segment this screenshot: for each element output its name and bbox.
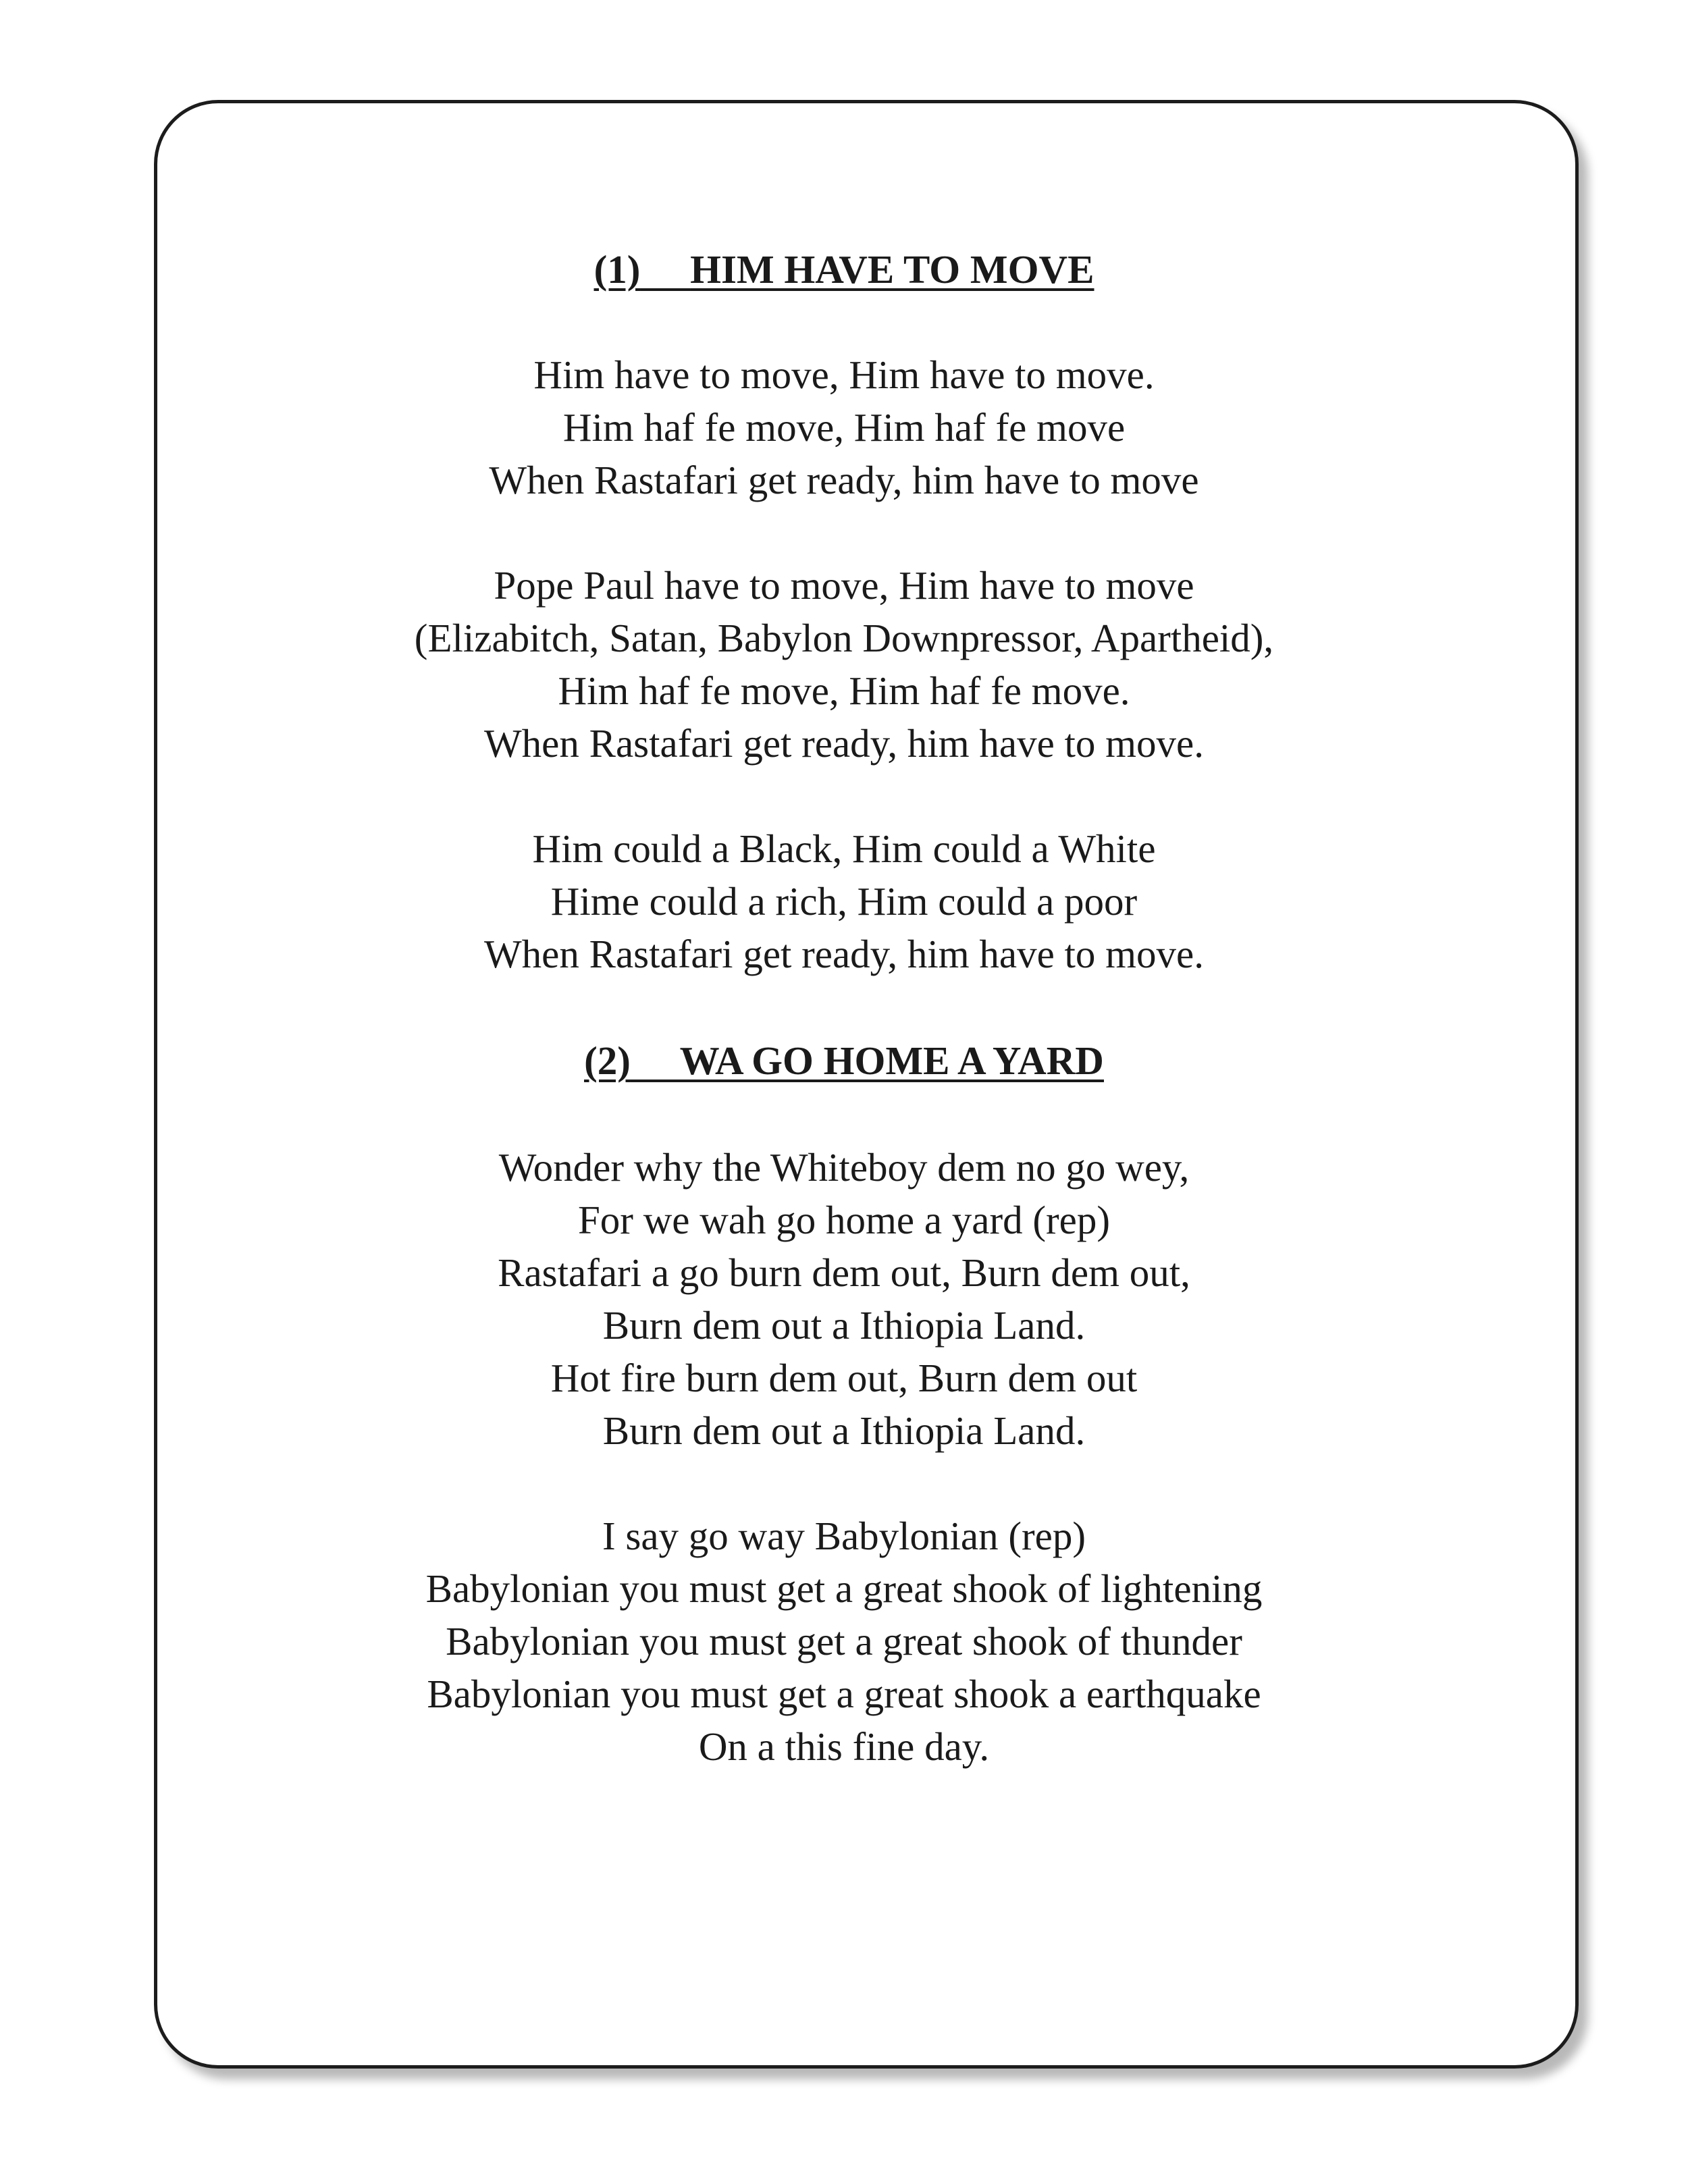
song-2-stanza-1 [0, 1141, 1688, 1457]
lyric-line: Him could a Black, Him could a White [532, 826, 1156, 871]
song-1-title-text: HIM HAVE TO MOVE [690, 247, 1094, 292]
lyric-line: Burn dem out a Ithiopia Land. [602, 1408, 1086, 1453]
lyric-line: (Elizabitch, Satan, Babylon Downpressor, Apartheid), [414, 616, 1274, 660]
lyric-line: I say go way Babylonian (rep) [602, 1514, 1086, 1558]
song-1-stanza-1 [0, 348, 1688, 506]
lyric-line: Wonder why the Whiteboy dem no go wey, [498, 1145, 1190, 1190]
lyric-line: Him have to move, Him have to move. [533, 352, 1155, 397]
lyric-line: When Rastafari get ready, him have to move. [484, 721, 1204, 766]
lyric-line: Pope Paul have to move, Him have to move [494, 563, 1194, 608]
lyric-line: When Rastafari get ready, him have to move. [484, 932, 1204, 976]
lyric-line: On a this fine day. [698, 1724, 990, 1769]
lyric-line: Rastafari a go burn dem out, Burn dem out, [498, 1250, 1190, 1295]
song-2-stanza-2 [0, 1510, 1688, 1773]
song-1-number: (1) [594, 247, 641, 292]
lyric-line: For we wah go home a yard (rep) [577, 1198, 1111, 1242]
lyric-line: Hime could a rich, Him could a poor [550, 879, 1138, 924]
lyric-line: Him haf fe move, Him haf fe move. [558, 668, 1130, 713]
lyric-line: Burn dem out a Ithiopia Land. [602, 1303, 1086, 1348]
song-2-title [0, 1038, 1688, 1083]
song-2-title-text: WA GO HOME A YARD [679, 1038, 1104, 1083]
lyric-line: Babylonian you must get a great shook a earthquake [427, 1672, 1261, 1716]
lyric-line: Babylonian you must get a great shook of lightening [425, 1566, 1263, 1611]
lyric-line: Hot fire burn dem out, Burn dem out [550, 1356, 1138, 1400]
lyric-line: Him haf fe move, Him haf fe move [562, 405, 1126, 450]
song-1-title [0, 247, 1688, 292]
song-1-stanza-2 [0, 559, 1688, 770]
lyric-line: When Rastafari get ready, him have to move [489, 458, 1199, 502]
song-1-stanza-3 [0, 822, 1688, 980]
lyric-line: Babylonian you must get a great shook of thunder [446, 1619, 1242, 1663]
song-2-number: (2) [584, 1038, 631, 1083]
